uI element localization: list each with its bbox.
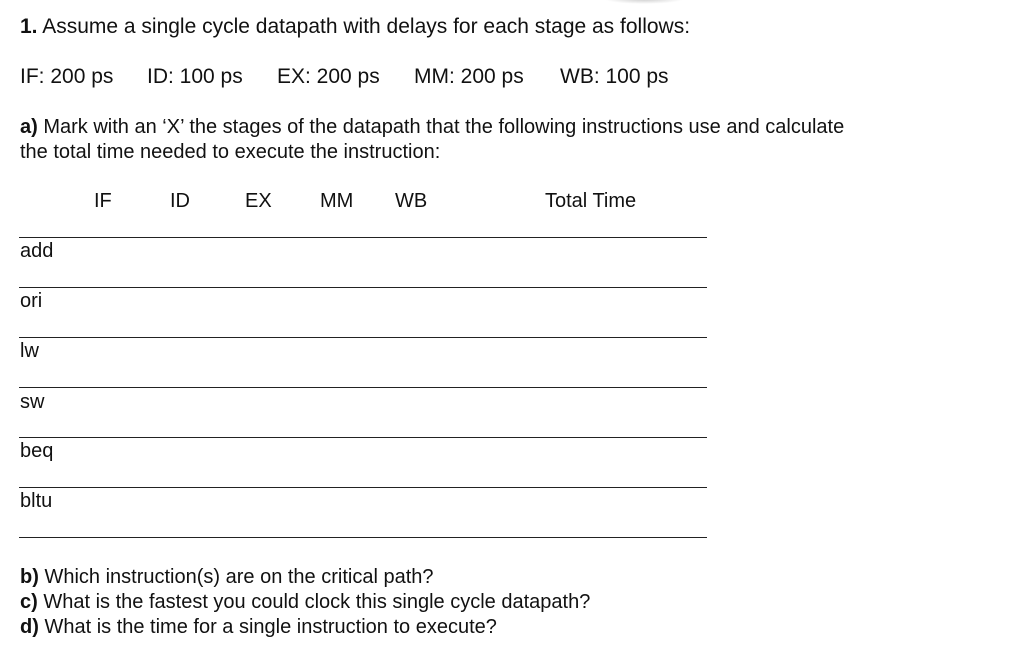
part-d-letter: d): [20, 616, 39, 638]
delay-id: ID: 100 ps: [147, 65, 243, 88]
part-a-text: Mark with an ‘X’ the stages of the datapath that the following instructions use and calculate: [43, 116, 845, 138]
row-label-ori: ori: [20, 290, 43, 312]
col-header-wb: WB: [395, 190, 428, 212]
part-d: [20, 616, 497, 639]
delay-mm: MM: 200 ps: [414, 65, 524, 88]
part-b-text: Which instruction(s) are on the critical path?: [44, 566, 434, 588]
col-header-if: IF: [94, 190, 112, 212]
delay-if: IF: 200 ps: [20, 65, 114, 88]
delay-ex: EX: 200 ps: [277, 65, 380, 88]
col-header-mm: MM: [320, 190, 354, 212]
part-b: [20, 566, 434, 589]
part-a-line2: the total time needed to execute the instruction:: [20, 141, 441, 163]
delay-wb: WB: 100 ps: [560, 65, 669, 88]
row-label-sw: sw: [20, 391, 45, 413]
col-header-ex: EX: [245, 190, 272, 212]
part-a-letter: a): [20, 116, 38, 138]
table-rule: [19, 387, 707, 388]
question-heading: [20, 15, 690, 39]
table-rule: [19, 487, 707, 488]
row-label-bltu: bltu: [20, 490, 53, 512]
col-header-id: ID: [170, 190, 190, 212]
table-rule: [19, 537, 707, 538]
question-number: 1.: [20, 15, 38, 38]
table-rule: [19, 437, 707, 438]
row-label-add: add: [20, 240, 54, 262]
row-label-lw: lw: [20, 340, 39, 362]
part-d-text: What is the time for a single instruction to execute?: [44, 616, 497, 638]
part-a-line1: [20, 116, 844, 139]
part-c-text: What is the fastest you could clock this single cycle datapath?: [43, 591, 591, 613]
table-rule: [19, 337, 707, 338]
table-rule: [19, 237, 707, 238]
part-c: [20, 591, 590, 614]
part-c-letter: c): [20, 591, 38, 613]
scan-shadow: [604, 0, 684, 4]
question-prompt: Assume a single cycle datapath with delays for each stage as follows:: [42, 15, 691, 38]
col-header-total-time: Total Time: [545, 190, 637, 212]
part-b-letter: b): [20, 566, 39, 588]
row-label-beq: beq: [20, 440, 54, 462]
table-rule: [19, 287, 707, 288]
